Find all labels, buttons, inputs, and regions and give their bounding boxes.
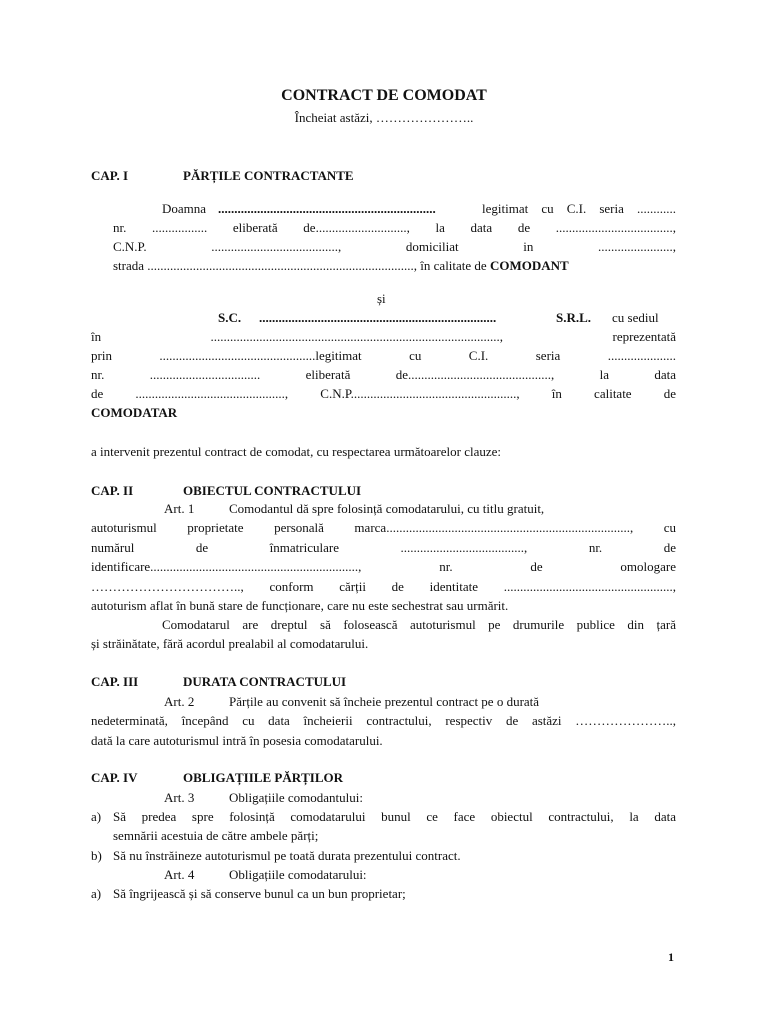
chapter-1-number: CAP. I [91, 168, 129, 183]
article-1-line-3: numărul de înmatriculare ......................................, nr. de [91, 540, 676, 555]
article-3-item-a-line-1: Să predea spre folosință comodatarului bunul ce face obiectul contractului, la data [113, 809, 676, 824]
chapter-3-title: DURATA CONTRACTULUI [183, 674, 347, 689]
article-1-line-5: …………………………….., conform cărții de identitate ...................................................., [91, 579, 676, 594]
party2-line-3: prin ................................................legitimat cu C.I. seria ..................... [91, 348, 676, 363]
article-3-label: Art. 3 [164, 790, 195, 805]
party2-line-5: de .............................................., C.N.P..................................................., în calitate de [91, 386, 676, 401]
party1-label: Doamna [162, 201, 207, 216]
article-1-line-4: identificare................................................................, nr. de omologare [91, 559, 676, 574]
party1-name-dots: ................................................................... [218, 201, 436, 216]
party2-role: COMODATAR [91, 405, 178, 420]
document-title: CONTRACT DE COMODAT [281, 87, 487, 104]
party2-seat-label: cu sediul [612, 310, 659, 325]
article-3-heading: Obligațiile comodantului: [229, 790, 363, 805]
article-1-paragraph-2-line-1: Comodatarul are dreptul să folosească autoturismul pe drumurile publice din țară [162, 617, 676, 632]
party2-line-4: nr. .................................. eliberată de............................................, la data [91, 367, 676, 382]
party2-srl-label: S.R.L. [556, 310, 592, 325]
article-4-label: Art. 4 [164, 867, 195, 882]
article-1-line-2: autoturismul proprietate personală marca..........................................................................., cu [91, 520, 676, 535]
intro-clause: a intervenit prezentul contract de comodat, cu respectarea următoarelor clauze: [91, 444, 502, 459]
article-1-label: Art. 1 [164, 501, 195, 516]
page-number: 1 [668, 950, 674, 964]
party2-line-2: în ........................................................................................., reprezentată [91, 329, 676, 344]
party1-id-series: legitimat cu C.I. seria ............ [482, 201, 676, 216]
document-subtitle: Încheiat astăzi, ………………….. [294, 110, 474, 125]
article-1-paragraph-2-line-2: și străinătate, fără acordul prealabil al comodatarului. [91, 636, 369, 651]
chapter-2-title: OBIECTUL CONTRACTULUI [183, 483, 362, 498]
party1-line-4 [113, 256, 569, 276]
article-4-item-a-line-1: Să îngrijească și să conserve bunul ca un bun proprietar; [113, 886, 406, 901]
party1-line-2: nr. ................. eliberată de............................, la data de ...................................., [113, 220, 676, 235]
chapter-2-number: CAP. II [91, 483, 134, 498]
party1-line-3: C.N.P. ......................................., domiciliat in ......................., [113, 239, 676, 254]
article-2-label: Art. 2 [164, 694, 195, 709]
article-3-item-a-line-2: semnării acestuia de către ambele părți; [113, 828, 319, 843]
article-1-line-6: autoturism aflat în bună stare de funcționare, care nu este sechestrat sau urmărit. [91, 598, 509, 613]
article-2-line-1: Părțile au convenit să încheie prezentul contract pe o durată [229, 694, 540, 709]
party2-sc-label: S.C. [218, 310, 242, 325]
chapter-3-number: CAP. III [91, 674, 139, 689]
chapter-1-title: PĂRȚILE CONTRACTANTE [183, 168, 354, 183]
article-1-line-1: Comodantul dă spre folosință comodatarului, cu titlu gratuit, [229, 501, 545, 516]
article-2-line-2: nedeterminată, începând cu data încheierii contractului, respectiv de astăzi ………………….., [91, 713, 676, 728]
chapter-4-number: CAP. IV [91, 770, 138, 785]
and-separator: și [377, 291, 386, 306]
article-4-heading: Obligațiile comodatarului: [229, 867, 367, 882]
article-3-item-b-marker: b) [91, 848, 102, 863]
party1-street: strada .................................................................................., în calitate de [113, 258, 490, 273]
party2-name-dots: ......................................................................... [259, 310, 497, 325]
article-3-item-b-line-1: Să nu înstrăineze autoturismul pe toată durata prezentului contract. [113, 848, 461, 863]
party1-role: COMODANT [489, 258, 569, 273]
article-2-line-3: dată la care autoturismul intră în posesia comodatarului. [91, 733, 383, 748]
article-3-item-a-marker: a) [91, 809, 102, 824]
article-4-item-a-marker: a) [91, 886, 102, 901]
chapter-4-title: OBLIGAȚIILE PĂRȚILOR [183, 770, 344, 785]
